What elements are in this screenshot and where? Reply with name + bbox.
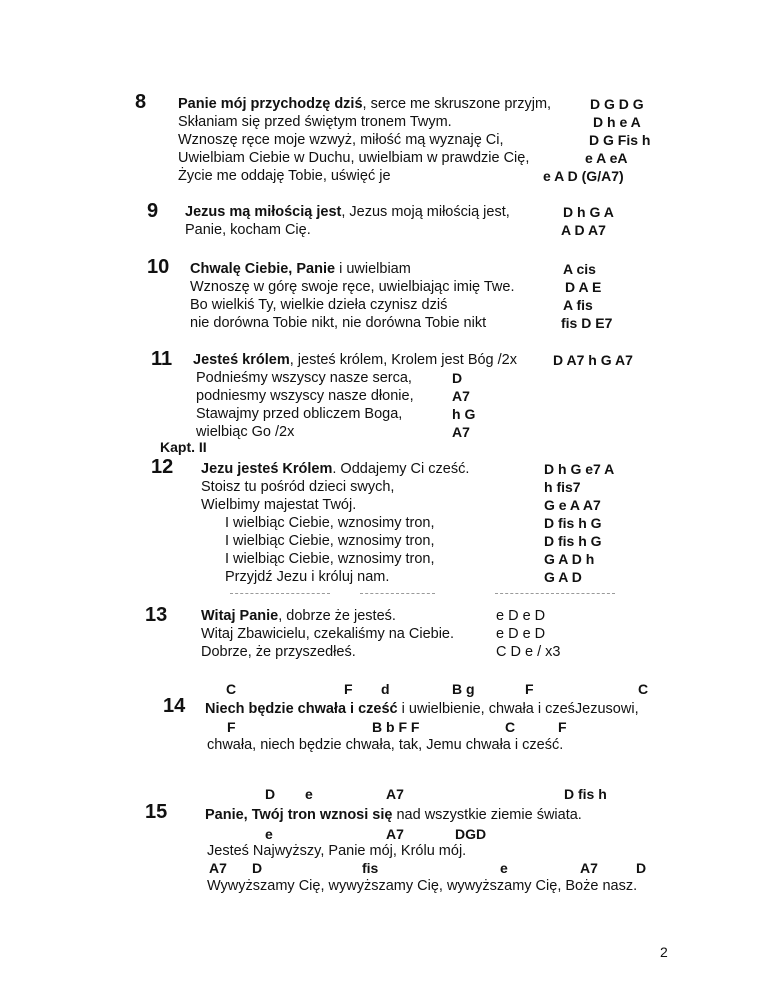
song-15-line-3: Wywyższamy Cię, wywyższamy Cię, wywyższamy Cię, Boże nasz. [207,878,638,894]
divider [360,593,435,594]
song-12-line-2: Stoisz tu pośród dzieci swych, [201,479,395,495]
song-15-chord: A7 [209,860,227,876]
song-number-8: 8 [135,91,147,113]
song-8-line-5: Życie me oddaję Tobie, uświęć je [178,168,391,184]
song-11-title: Jesteś królem [193,352,290,368]
song-10-chords-1: A cis [563,261,596,277]
song-10-chords-4: fis D E7 [561,315,613,331]
song-12-chords-5: D fis h G [544,533,602,549]
song-15-chord: D [265,786,276,802]
song-14-chord: B b F F [372,719,420,735]
song-12-line-4: I wielbiąc Ciebie, wznosimy tron, [225,515,435,531]
song-9-chords-1: D h G A [563,204,614,220]
song-10-line-4: nie dorówna Tobie nikt, nie dorówna Tobie nikt [190,315,487,331]
song-14-chord: d [381,681,390,697]
song-12-chords-6: G A D h [544,551,595,567]
song-12-line-1-rest: . Oddajemy Ci cześć. [332,461,470,477]
song-8-title: Panie mój przychodzę dziś [178,96,363,112]
song-15-chord: D fis h [564,786,607,802]
song-number-11: 11 [151,348,173,370]
song-number-15: 15 [145,801,168,823]
song-8-line-1-rest: , serce me skruszone przyjm, [362,96,552,112]
song-15-chord: e [305,786,313,802]
song-8-line-2: Skłaniam się przed świętym tronem Twym. [178,114,452,130]
song-14-line-2: chwała, niech będzie chwała, tak, Jemu chwała i cześć. [207,737,564,753]
song-12-line-1 [201,460,469,478]
song-8-line-1 [178,95,551,113]
song-11-chords-3: A7 [452,388,470,404]
song-8-chords-3: D G Fis h [589,132,651,148]
song-14-title: Niech będzie chwała i cześć [205,701,398,717]
song-number-9: 9 [147,200,159,222]
song-11-line-4: Stawajmy przed obliczem Boga, [196,406,403,422]
song-14-line-1 [205,700,639,718]
song-9-chords-2: A D A7 [561,222,606,238]
song-15-chord: D [252,860,263,876]
song-9-line-1-rest: , Jezus moją miłością jest, [341,204,510,220]
song-11-line-2: Podnieśmy wszyscy nasze serca, [196,370,412,386]
song-number-10: 10 [147,256,170,278]
song-13-line-2: Witaj Zbawicielu, czekaliśmy na Ciebie. [201,626,455,642]
song-12-line-6: I wielbiąc Ciebie, wznosimy tron, [225,551,435,567]
song-10-title: Chwalę Ciebie, Panie [190,261,336,277]
song-12-line-7: Przyjdź Jezu i króluj nam. [225,569,390,585]
song-14-line-1-rest: i uwielbienie, chwała i cześJezusowi, [397,701,639,717]
song-10-line-2: Wznoszę w górę swoje ręce, uwielbiając imię Twe. [190,279,515,295]
song-13-line-1-rest: , dobrze że jesteś. [278,608,396,624]
song-8-chords-2: D h e A [593,114,641,130]
song-number-14: 14 [163,695,186,717]
song-10-line-1-rest: i uwielbiam [335,261,411,277]
song-11-chords-5: A7 [452,424,470,440]
song-12-chords-1: D h G e7 A [544,461,615,477]
song-9-line-2: Panie, kocham Cię. [185,222,311,238]
song-13-chords-1: e D e D [496,608,546,624]
song-8-chords-1: D G D G [590,96,644,112]
song-15-line-1 [205,806,582,824]
song-13-chords-3: C D e / x3 [496,644,561,660]
song-8-line-4: Uwielbiam Ciebie w Duchu, uwielbiam w prawdzie Cię, [178,150,530,166]
song-11-chords-4: h G [452,406,476,422]
song-14-chord: C [638,681,649,697]
song-11-chords-2: D [452,370,463,386]
song-number-13: 13 [145,604,168,626]
song-14-chord: C [505,719,516,735]
song-10-chords-2: D A E [565,279,602,295]
song-12-chords-2: h fis7 [544,479,581,495]
song-15-chord: e [265,826,273,842]
song-12-line-3: Wielbimy majestat Twój. [201,497,357,513]
song-11-line-1 [193,351,517,369]
song-14-chord: B g [452,681,475,697]
song-8-chords-4: e A eA [585,150,628,166]
song-14-chord: C [226,681,237,697]
song-12-chords-7: G A D [544,569,582,585]
chapter-label: Kapt. II [160,439,207,455]
song-10-chords-3: A fis [563,297,593,313]
song-number-12: 12 [151,456,174,478]
song-11-line-1-rest: , jesteś królem, Krolem jest Bóg /2x [289,352,517,368]
song-15-chord: DGD [455,826,487,842]
song-12-line-5: I wielbiąc Ciebie, wznosimy tron, [225,533,435,549]
song-15-chord: A7 [386,826,404,842]
divider [495,593,615,594]
song-14-chord: F [227,719,236,735]
song-14-chord: F [344,681,353,697]
song-15-chord: D [636,860,647,876]
song-15-title: Panie, Twój tron wznosi się [205,807,393,823]
song-15-chord: A7 [580,860,598,876]
song-15-chord: A7 [386,786,404,802]
song-14-chord: F [558,719,567,735]
song-8-chords-5: e A D (G/A7) [543,168,624,184]
song-12-title: Jezu jesteś Królem [201,461,333,477]
song-12-chords-4: D fis h G [544,515,602,531]
song-11-line-3: podniesmy wszyscy nasze dłonie, [196,388,414,404]
song-10-line-3: Bo wielkiś Ty, wielkie dzieła czynisz dziś [190,297,448,313]
song-10-line-1 [190,260,411,278]
divider [230,593,330,594]
page-number: 2 [660,944,668,960]
song-15-chord: fis [362,860,379,876]
song-15-line-2: Jesteś Najwyższy, Panie mój, Królu mój. [207,843,467,859]
song-13-line-1 [201,607,396,625]
song-15-chord: e [500,860,508,876]
song-12-chords-3: G e A A7 [544,497,601,513]
song-9-title: Jezus mą miłością jest [185,204,342,220]
song-11-line-5: wielbiąc Go /2x [196,424,295,440]
song-13-line-3: Dobrze, że przyszedłeś. [201,644,356,660]
song-13-title: Witaj Panie [201,608,279,624]
song-11-chords-1: D A7 h G A7 [553,352,633,368]
song-14-chord: F [525,681,534,697]
song-8-line-3: Wznoszę ręce moje wzwyż, miłość mą wyznaję Ci, [178,132,504,148]
song-9-line-1 [185,203,510,221]
song-15-line-1-rest: nad wszystkie ziemie świata. [392,807,582,823]
song-13-chords-2: e D e D [496,626,546,642]
